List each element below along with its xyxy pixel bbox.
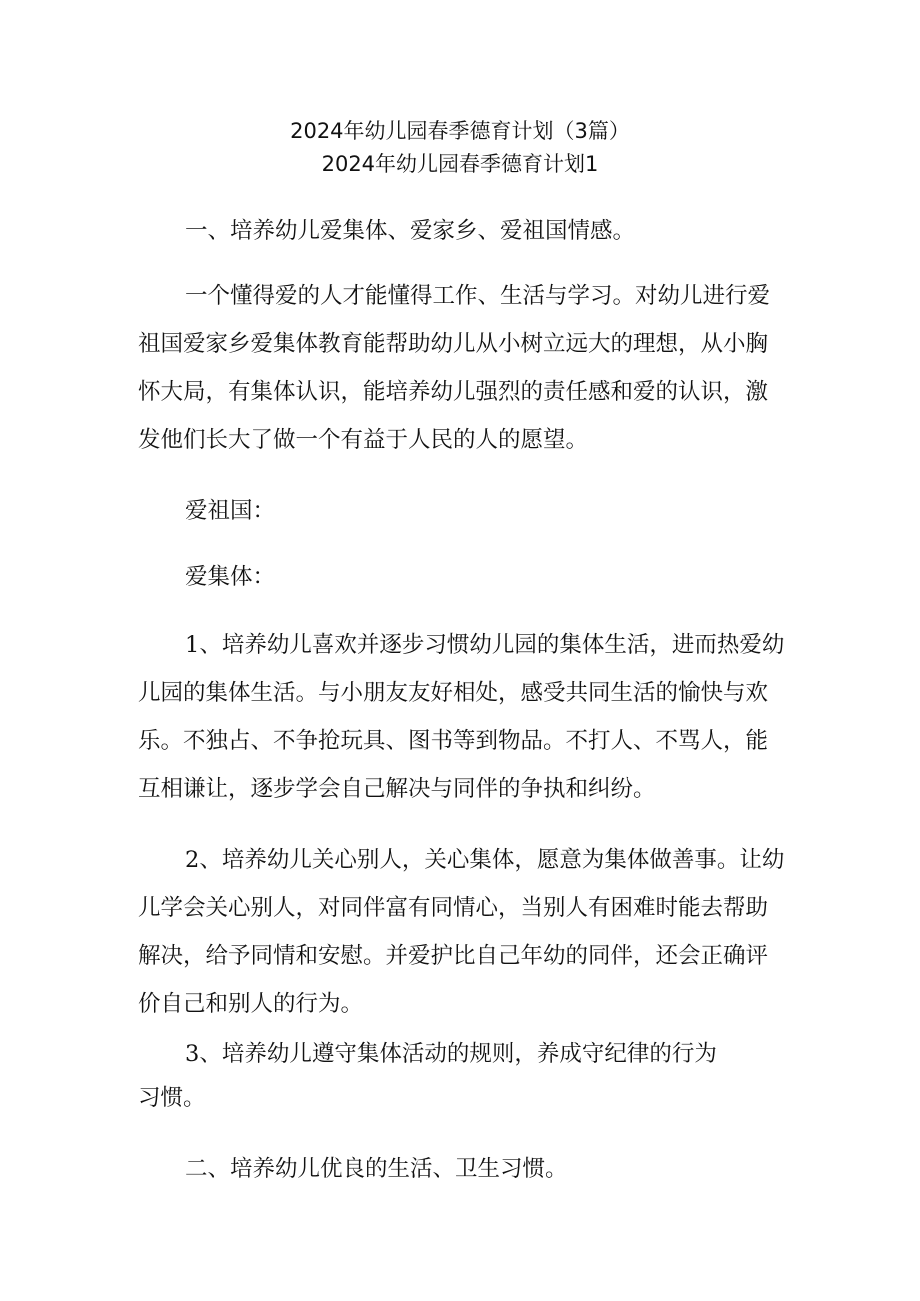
list-item-1: 1、培养幼儿喜欢并逐步习惯幼儿园的集体生活，进而热爱幼儿园的集体生活。与小朋友友好相处，感受共同生活的愉快与欢乐。不独占、不争抢玩具、图书等到物品。不打人、不骂人，能互相谦让，逐步学会自己解决与同伴的争执和纠纷。 <box>138 632 785 802</box>
section-heading-1: 一、培养幼儿爱集体、爱家乡、爱祖国情感。 <box>185 218 636 244</box>
document-subtitle: 2024年幼儿园春季德育计划1 <box>321 152 599 176</box>
paragraph-intro: 一个懂得爱的人才能懂得工作、生活与学习。对幼儿进行爱祖国爱家乡爱集体教育能帮助幼儿从小树立远大的理想，从小胸怀大局，有集体认识，能培养幼儿强烈的责任感和爱的认识，激发他们长大了做一个有益于人民的人的愿望。 <box>138 283 771 453</box>
label-love-country: 爱祖国： <box>185 498 276 524</box>
section-heading-2: 二、培养幼儿优良的生活、卫生习惯。 <box>185 1156 568 1182</box>
document-title: 2024年幼儿园春季德育计划（3篇） <box>290 119 630 143</box>
list-item-3-line-2: 习惯。 <box>138 1085 206 1111</box>
list-item-3-line-1: 3、培养幼儿遵守集体活动的规则，养成守纪律的行为 <box>185 1041 717 1067</box>
label-love-collective: 爱集体： <box>185 564 276 590</box>
list-item-2: 2、培养幼儿关心别人，关心集体，愿意为集体做善事。让幼儿学会关心别人，对同伴富有同情心，当别人有困难时能去帮助解决，给予同情和安慰。并爱护比自己年幼的同伴，还会正确评价自己和别人的行为。 <box>138 847 785 1017</box>
